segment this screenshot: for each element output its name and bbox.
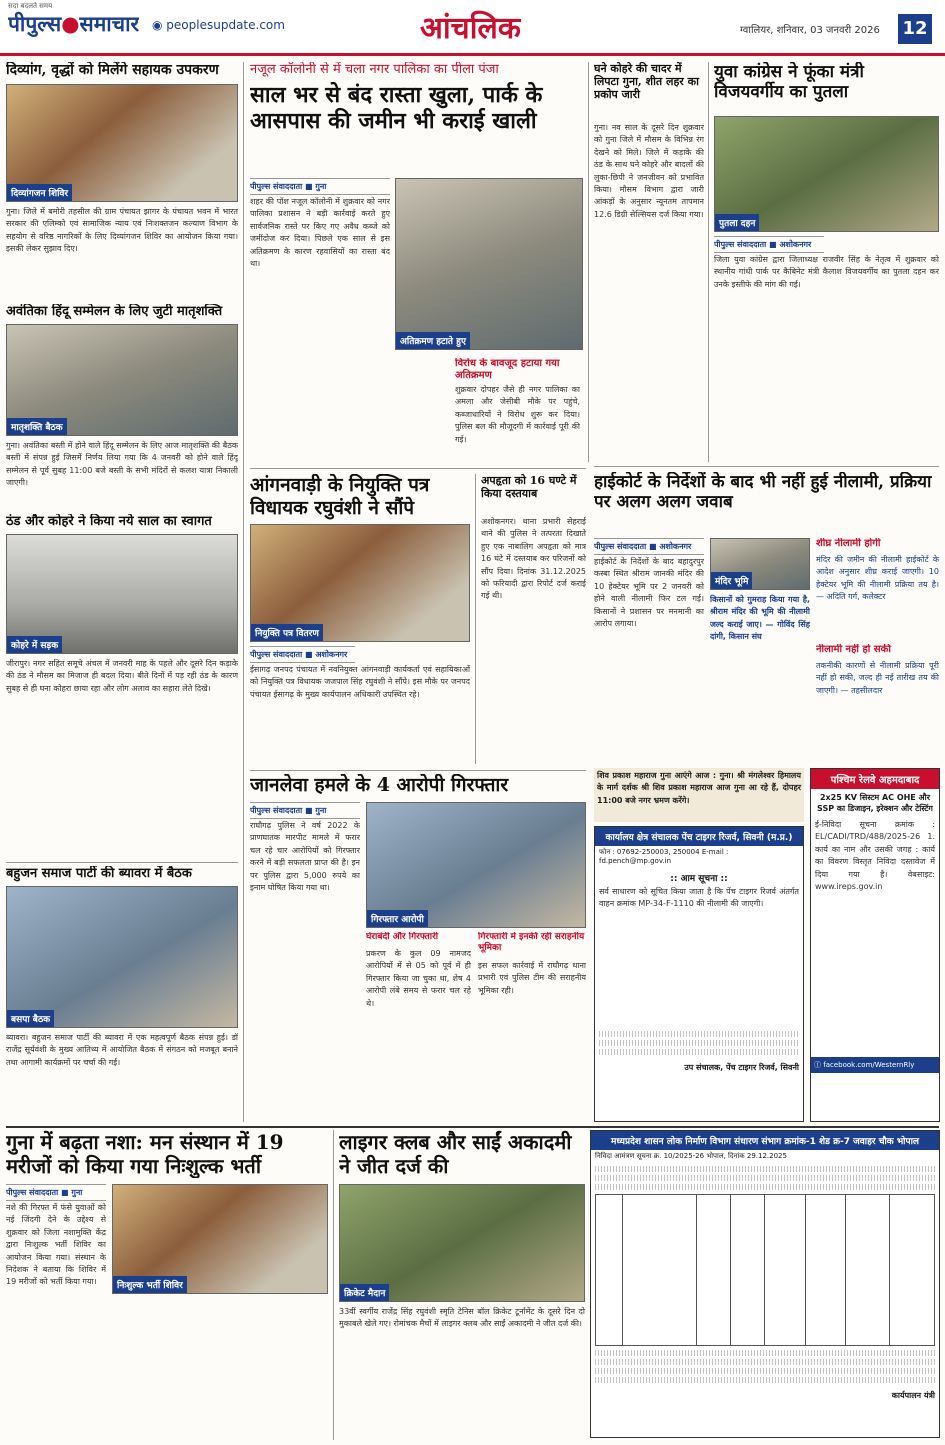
dateline: ग्वालियर, शनिवार, 03 जनवरी 2026 [740, 25, 880, 36]
story-11-headline[interactable]: हाईकोर्ट के निर्देशों के बाद भी नहीं हुई नीलामी, प्रक्रिया पर अलग अलग जवाब [594, 472, 932, 513]
railway-ad-body: ई-निविदा सूचना क्रमांक : EL/CADI/TRD/488/2025-26 1. कार्य का नाम और उसकी जगह : कार्य का विवरण विस्तृत निविदा दस्तावेज में दिया गया है। वेबसाइट: www.ireps.gov.in [815, 820, 935, 891]
website-link[interactable]: ◉ peoplesupdate.com [152, 18, 285, 32]
section-title: आंचलिक [420, 11, 521, 46]
story-8-byline: पीपुल्स संवाददाता ■ अशोकनगर [714, 236, 824, 253]
divider [594, 466, 939, 467]
story-3-headline[interactable]: ठंड और कोहरे ने किया नये साल का स्वागत [6, 514, 212, 529]
story-4-headline[interactable]: बहुजन समाज पार्टी की ब्यावरा में बैठक [6, 866, 192, 881]
column-rule [333, 1130, 334, 1440]
story-2-headline[interactable]: अवंतिका हिंदू सम्मेलन के लिए जुटी मातृशक्ति [6, 304, 223, 319]
brief-news: शिव प्रकाश महाराज गुना आएंगे आज : गुना। श्री मंगलेश्वर हिमालय के मार्ग दर्शक श्री शिव प्रकाश महाराज आज गुना आ रहे हैं, दोपहर 11:00 बजे नगर भ्रमण करेंगे। [594, 768, 804, 822]
story-5-body-cont [112, 1298, 328, 1438]
story-11-body: हाईकोर्ट के निर्देशों के बाद बहादुरपुर कस्बा स्थित श्रीराम जानकी मंदिर की 10 हेक्टेयर भूमि पर 2 जनवरी को होने वाली नीलामी फिर टल गई। किसानों ने प्रशासन पर मनमानी का आरोप लगाया। [594, 557, 704, 628]
story-6-body: शहर की पॉश नजूल कॉलोनी में शुक्रवार को नगर पालिका प्रशासन ने बड़ी कार्रवाई करते हुए सार्वजनिक रास्ते पर किए गए अवैध कब्जे को जमींदोज कर दिया। पिछले एक साल से इस अतिक्रमण के कारण रहवासियों का रास्ता बंद था। [250, 197, 390, 268]
tiger-ad-body: सर्व साधारण को सूचित किया जाता है कि पेंच टाइगर रिजर्व अंतर्गत वाहन क्रमांक MP-34-F-1110 की नीलामी की जाएगी। [599, 887, 799, 909]
story-12-sidebar1-headline: घेराबंदी और गिरफ्तारी [366, 932, 439, 942]
story-12-sidebar1-body: प्रकरण के कुल 09 नामजद आरोपियों में से 05 को पूर्व में ही गिरफ्तार किया जा चुका था, शेष 4 आरोपी लंबे समय से फरार चल रहे थे। [366, 949, 471, 1008]
tiger-ad-sign: उप संचालक, पेंच टाइगर रिजर्व, सिवनी [684, 1063, 799, 1072]
story-6-kicker: नजूल कॉलोनी से में चला नगर पालिका का पीला पंजा [250, 62, 499, 77]
photo-meeting: मातृशक्ति बैठक [6, 324, 238, 436]
brand-part-a: पीपुल्स [8, 12, 62, 36]
story-11-side1-headline: शीघ्र नीलामी होगी [816, 538, 881, 549]
railway-ad-head: पश्चिम रेलवे अहमदाबाद [811, 769, 939, 789]
story-11-side2-body: तकनीकी कारणों से नीलामी प्रक्रिया पूरी नहीं हो सकी, जल्द ही नई तारीख तय की जाएगी। — तहसीलदार [816, 661, 939, 695]
pwd-tender-ad[interactable] [590, 1130, 940, 1438]
story-13-body: 33वीं स्वर्गीय राजेंद्र सिंह रघुवंशी स्मृति टेनिस बॉल क्रिकेट टूर्नामेंट के दूसरे दिन दो मुकाबले खेले गए। रोमांचक मैचों में लाइगर क्लब और साईं अकादमी ने जीत दर्ज की। [339, 1307, 585, 1329]
photo-camp: दिव्यांगजन शिविर [6, 84, 238, 202]
photo-bsp-meeting: बसपा बैठक [6, 886, 238, 1028]
divider [250, 770, 586, 771]
tiger-reserve-ad[interactable] [594, 826, 804, 1122]
column-rule [243, 62, 244, 1122]
divider [250, 468, 586, 469]
story-2-body: गुना। अवंतिका बस्ती में होने वाले हिंदू सम्मेलन के लिए आज मातृशक्ति की बैठक बस्ती में संपन्न हुई जिसमें निर्णय लिया गया कि 4 जनवरी को होने वाले हिंदू सम्मेलन से पूर्व सुबह 11:00 बजे बस्ती के सभी मंदिरों से कलश यात्रा निकाली जाएगी। [6, 441, 238, 488]
photo-accused: गिरफ्तार आरोपी [366, 802, 586, 928]
tender-table [595, 1194, 935, 1346]
story-7-body: गुना। नव साल के दूसरे दिन शुक्रवार को गुना जिले में मौसम के विभिन्न रंग देखने को मिले। जिले में कड़ाके की ठंड के साथ घने कोहरे और बादलों की लुका-छिपी ने जनजीवन को प्रभावित किया। मौसम विभाग द्वारा जारी आंकड़ों के अनुसार न्यूनतम तापमान 12.6 डिग्री सेल्सियस दर्ज किया गया। [594, 123, 704, 219]
photo-encroachment: अतिक्रमण हटाते हुए [395, 178, 583, 350]
tiger-ad-head: कार्यालय क्षेत्र संचालक पेंच टाइगर रिजर्व, सिवनी (म.प्र.) [595, 827, 803, 846]
tender-ad-head: मध्यप्रदेश शासन लोक निर्माण विभाग संधारण संभाग क्रमांक-1 शेड क्र-7 जवाहर चौक भोपाल [591, 1131, 939, 1150]
photo-appointment: नियुक्ति पत्र वितरण [250, 524, 470, 642]
story-6-headline[interactable]: साल भर से बंद रास्ता खुला, पार्क के आसपास की जमीन भी कराई खाली [250, 82, 543, 135]
story-6-sidebar-headline: विरोध के बावजूद हटाया गया अतिक्रमण [455, 358, 560, 381]
story-9-byline: पीपुल्स संवाददाता ■ अशोकनगर [250, 646, 355, 663]
photo-effigy: पुतला दहन [714, 116, 939, 232]
page-number: 12 [898, 14, 932, 44]
story-12-body: राघौगढ़ पुलिस ने वर्ष 2022 के प्राणघातक मारपीट मामले में फरार चल रहे चार आरोपियों को गिरफ्तार करने में बड़ी सफलता प्राप्त की है। इन पर पुलिस द्वारा 5,000 रुपये का इनाम घोषित किया गया था। [250, 821, 360, 892]
tagline: सदा बदलते समय [8, 2, 53, 10]
tender-ad-sub: निविदा आमंत्रण सूचना क्र. 10/2025-26 भोपाल, दिनांक 29.12.2025 [595, 1152, 787, 1160]
brand-part-b: समाचार [79, 12, 140, 36]
photo-fog: कोहरे में सड़क [6, 534, 238, 654]
story-6-sidebar-body: शुक्रवार दोपहर जैसे ही नगर पालिका का अमला और जेसीबी मौके पर पहुंचे, कब्जाधारियों ने विरोध शुरू कर दिया। पुलिस बल की मौजूदगी में कार्रवाई पूरी की गई। [455, 385, 580, 444]
column-rule [475, 474, 476, 764]
story-12-sidebar2-headline: गिरफ्तारी में इनकी रही सराहनीय भूमिका [478, 932, 585, 953]
divider [6, 1126, 939, 1128]
story-5-body: नशे की गिरफ्त में फंसे युवाओं को नई जिंदगी देने के उद्देश्य से शुक्रवार को जिला नशामुक्ति केंद्र द्वारा निःशुल्क भर्ती शिविर का आयोजन किया गया। संस्थान के निदेशक ने बताया कि शिविर में 19 मरीजों को भर्ती किया गया। [6, 1203, 106, 1287]
story-5-byline: पीपुल्स संवाददाता ■ गुना [6, 1184, 106, 1201]
brand-logo[interactable]: पीपुल्स●समाचार [8, 12, 140, 36]
story-7-headline[interactable]: घने कोहरे की चादर में लिपटा गुना, शीत लहर का प्रकोप जारी [594, 62, 699, 102]
story-12-sidebar2-body: इस सफल कार्रवाई में राघौगढ़ थाना प्रभारी एवं पुलिस टीम की सराहनीय भूमिका रही। [478, 961, 586, 995]
tiger-ad-contact: फोन : 07692-250003, 250004 E-mail : fd.pench@mp.gov.in [599, 848, 729, 865]
column-rule [708, 62, 709, 462]
tiger-ad-sub: :: आम सूचना :: [670, 874, 728, 884]
story-9-headline[interactable]: आंगनवाड़ी के नियुक्ति पत्र विधायक रघुवंशी ने सौंपे [250, 474, 430, 519]
railway-ad-sub: 2x25 KV सिस्टम AC OHE और SSP का डिजाइन, इरेक्शन और टेस्टिंग [817, 793, 933, 813]
story-1-body: गुना। जिले में बमोरी तहसील की ग्राम पंचायत झागर के पंचायत भवन में भारत सरकार की एलिम्को एवं सामाजिक न्याय एवं निःशक्तजन कल्याण विभाग के सहयोग से वरिष्ठ नागरिकों के लिए दिव्यांगजन शिविर का आयोजन किया गया। इसकी लेकर सुझाव दिए। [6, 207, 238, 254]
photo-rehab: निःशुल्क भर्ती शिविर [112, 1184, 328, 1294]
story-9-body: ईसागढ़ जनपद पंचायत में नवनियुक्त आंगनवाड़ी कार्यकर्ता एवं सहायिकाओं को नियुक्ति पत्र विधायक जजपाल सिंह रघुवंशी ने सौंपे। इस मौके पर जनपद पंचायत ईसागढ़ के मुख्य कार्यपालन अधिकारी उपस्थित रहे। [250, 665, 470, 699]
column-rule [588, 62, 589, 462]
story-10-body: अशोकनगर। थाना प्रभारी सेहराई थाने की पुलिस ने तत्परता दिखाते हुए एक नाबालिग अपहृता को मात्र 16 घंटे में दस्तयाब कर परिजनों को सौंप दिया। दिनांक 31.12.2025 को फरियादी द्वारा रिपोर्ट दर्ज कराई गई थी। [481, 517, 586, 601]
railway-ad-footer[interactable]: ⓕ facebook.com/WesternRly [811, 1057, 939, 1073]
story-10-headline[interactable]: अपहृता को 16 घण्टे में किया दस्तयाब [481, 474, 577, 501]
story-11-side2-headline: नीलामी नहीं हो सकी [816, 644, 891, 655]
story-5-headline[interactable]: गुना में बढ़ता नशा: मन संस्थान में 19 मरीजों को किया गया निःशुल्क भर्ती [6, 1130, 284, 1178]
story-4-body: ब्यावरा। बहुजन समाज पार्टी की ब्यावरा में एक महत्वपूर्ण बैठक संपन्न हुई। डॉ राजेंद्र सूर्यवंशी के मुख्य आतिथ्य में आयोजित बैठक में संगठन को मजबूत बनाने तथा आगामी कार्यक्रमों पर चर्चा की गई। [6, 1033, 238, 1067]
photo-cricket: क्रिकेट मैदान [339, 1184, 585, 1302]
story-11-byline: पीपुल्स संवाददाता ■ अशोकनगर [594, 538, 704, 555]
facebook-icon: ⓕ [814, 1061, 824, 1069]
story-6-byline: पीपुल्स संवाददाता ■ गुना [250, 178, 390, 195]
globe-icon: ◉ [152, 18, 167, 32]
story-12-headline[interactable]: जानलेवा हमले के 4 आरोपी गिरफ्तार [250, 774, 509, 796]
story-11-quote: किसानों को गुमराह किया गया है, श्रीराम मंदिर की भूमि की नीलामी जल्द कराई जाए। — गोविंद सिंह दांगी, किसान संघ [710, 595, 810, 642]
story-3-body: जीरापुर। नगर सहित समूचे अंचल में जनवरी माह के पहले और दूसरे दिन कड़ाके की ठंड ने मौसम का मिजाज ही बदल दिया। बीते दिनों में पड़ रही ठंड के कारण सुबह से ही घना कोहरा छाया रहा और लोग अलाव का सहारा लेते दिखे। [6, 659, 238, 693]
railway-ad[interactable] [810, 768, 940, 1122]
photo-temple-land: मंदिर भूमि [710, 538, 810, 590]
story-8-body: जिला युवा कांग्रेस द्वारा जिलाध्यक्ष राजवीर सिंह के नेतृत्व में शुक्रवार को स्थानीय गांधी पार्क पर कैबिनेट मंत्री कैलाश विजयवर्गीय का पुतला दहन कर उनके इस्तीफे की मांग की गई। [714, 255, 939, 289]
masthead [0, 0, 945, 56]
story-13-headline[interactable]: लाइगर क्लब और साईं अकादमी ने जीत दर्ज की [339, 1130, 572, 1178]
story-12-byline: पीपुल्स संवाददाता ■ गुना [250, 802, 360, 819]
story-11-side1-body: मंदिर की जमीन की नीलामी हाईकोर्ट के आदेश अनुसार शीघ्र कराई जाएगी। 10 हेक्टेयर भूमि की नीलामी प्रक्रिया तय है। — अदिति गर्ग, कलेक्टर [816, 555, 939, 602]
divider [6, 862, 238, 863]
story-1-headline[interactable]: दिव्यांग, वृद्धों को मिलेंगे सहायक उपकरण [6, 62, 219, 78]
tender-ad-sign: कार्यपालन यंत्री [891, 1391, 935, 1400]
story-8-headline[interactable]: युवा कांग्रेस ने फूंका मंत्री विजयवर्गीय का पुतला [714, 62, 864, 103]
